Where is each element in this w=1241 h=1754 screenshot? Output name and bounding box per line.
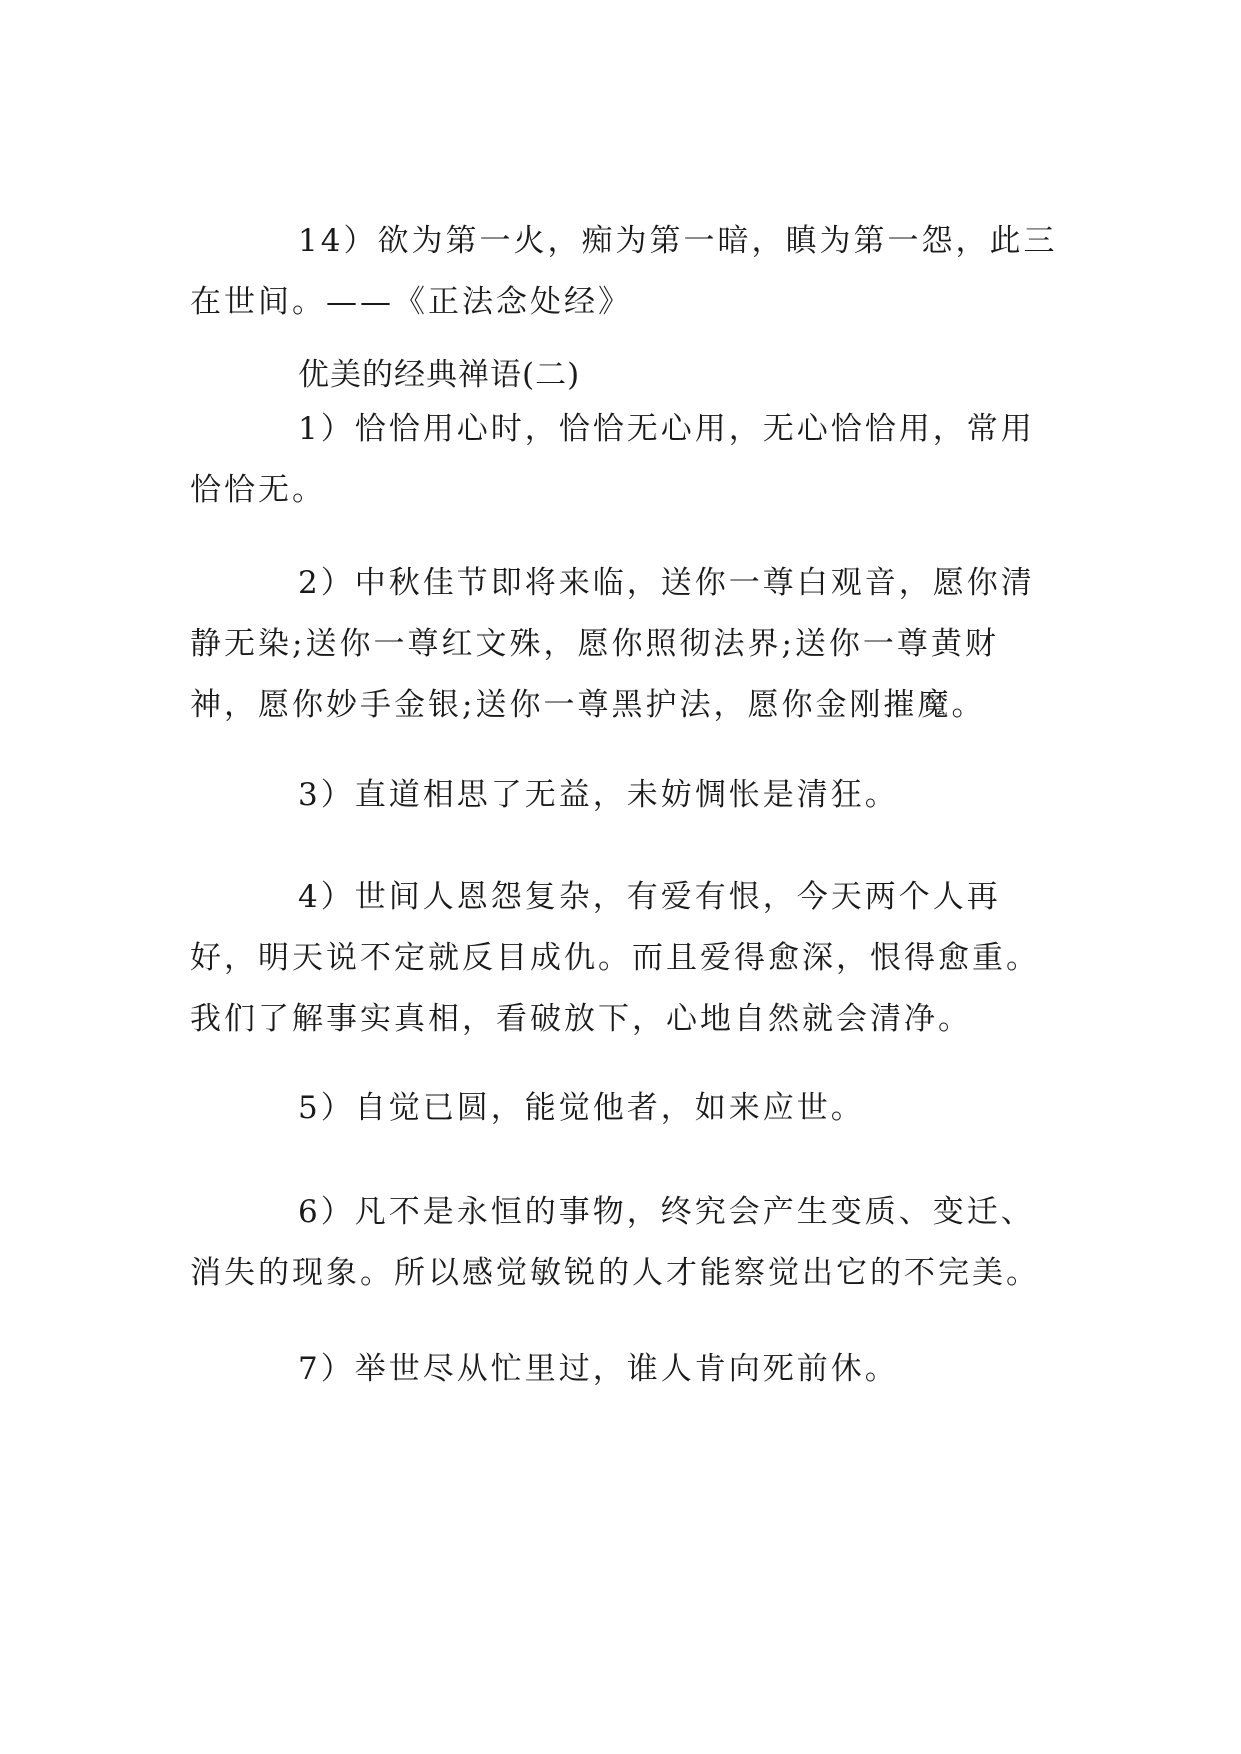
section-heading: 优美的经典禅语(二) bbox=[298, 357, 581, 393]
document-page bbox=[190, 0, 1060, 1754]
quote-5: 5）自觉已圆，能觉他者，如来应世。 bbox=[298, 1090, 865, 1126]
quote-14: 14）欲为第一火，痴为第一暗，瞋为第一怨，此三在世间。——《正法念处经》 bbox=[190, 223, 1058, 320]
quote-3: 3）直道相思了无益，未妨惆怅是清狂。 bbox=[298, 777, 899, 813]
quote-2: 2）中秋佳节即将来临，送你一尊白观音，愿你清静无染;送你一尊红文殊，愿你照彻法界;送你一尊黄财神，愿你妙手金银;送你一尊黑护法，愿你金刚摧魔。 bbox=[190, 565, 1035, 723]
quote-7: 7）举世尽从忙里过，谁人肯向死前休。 bbox=[298, 1351, 899, 1387]
quote-1: 1）恰恰用心时，恰恰无心用，无心恰恰用，常用恰恰无。 bbox=[190, 411, 1035, 508]
quote-4: 4）世间人恩怨复杂，有爱有恨，今天两个人再好，明天说不定就反目成仇。而且爱得愈深，恨得愈重。我们了解事实真相，看破放下，心地自然就会清净。 bbox=[190, 879, 1040, 1037]
quote-6: 6）凡不是永恒的事物，终究会产生变质、变迁、消失的现象。所以感觉敏锐的人才能察觉出它的不完美。 bbox=[190, 1194, 1040, 1291]
